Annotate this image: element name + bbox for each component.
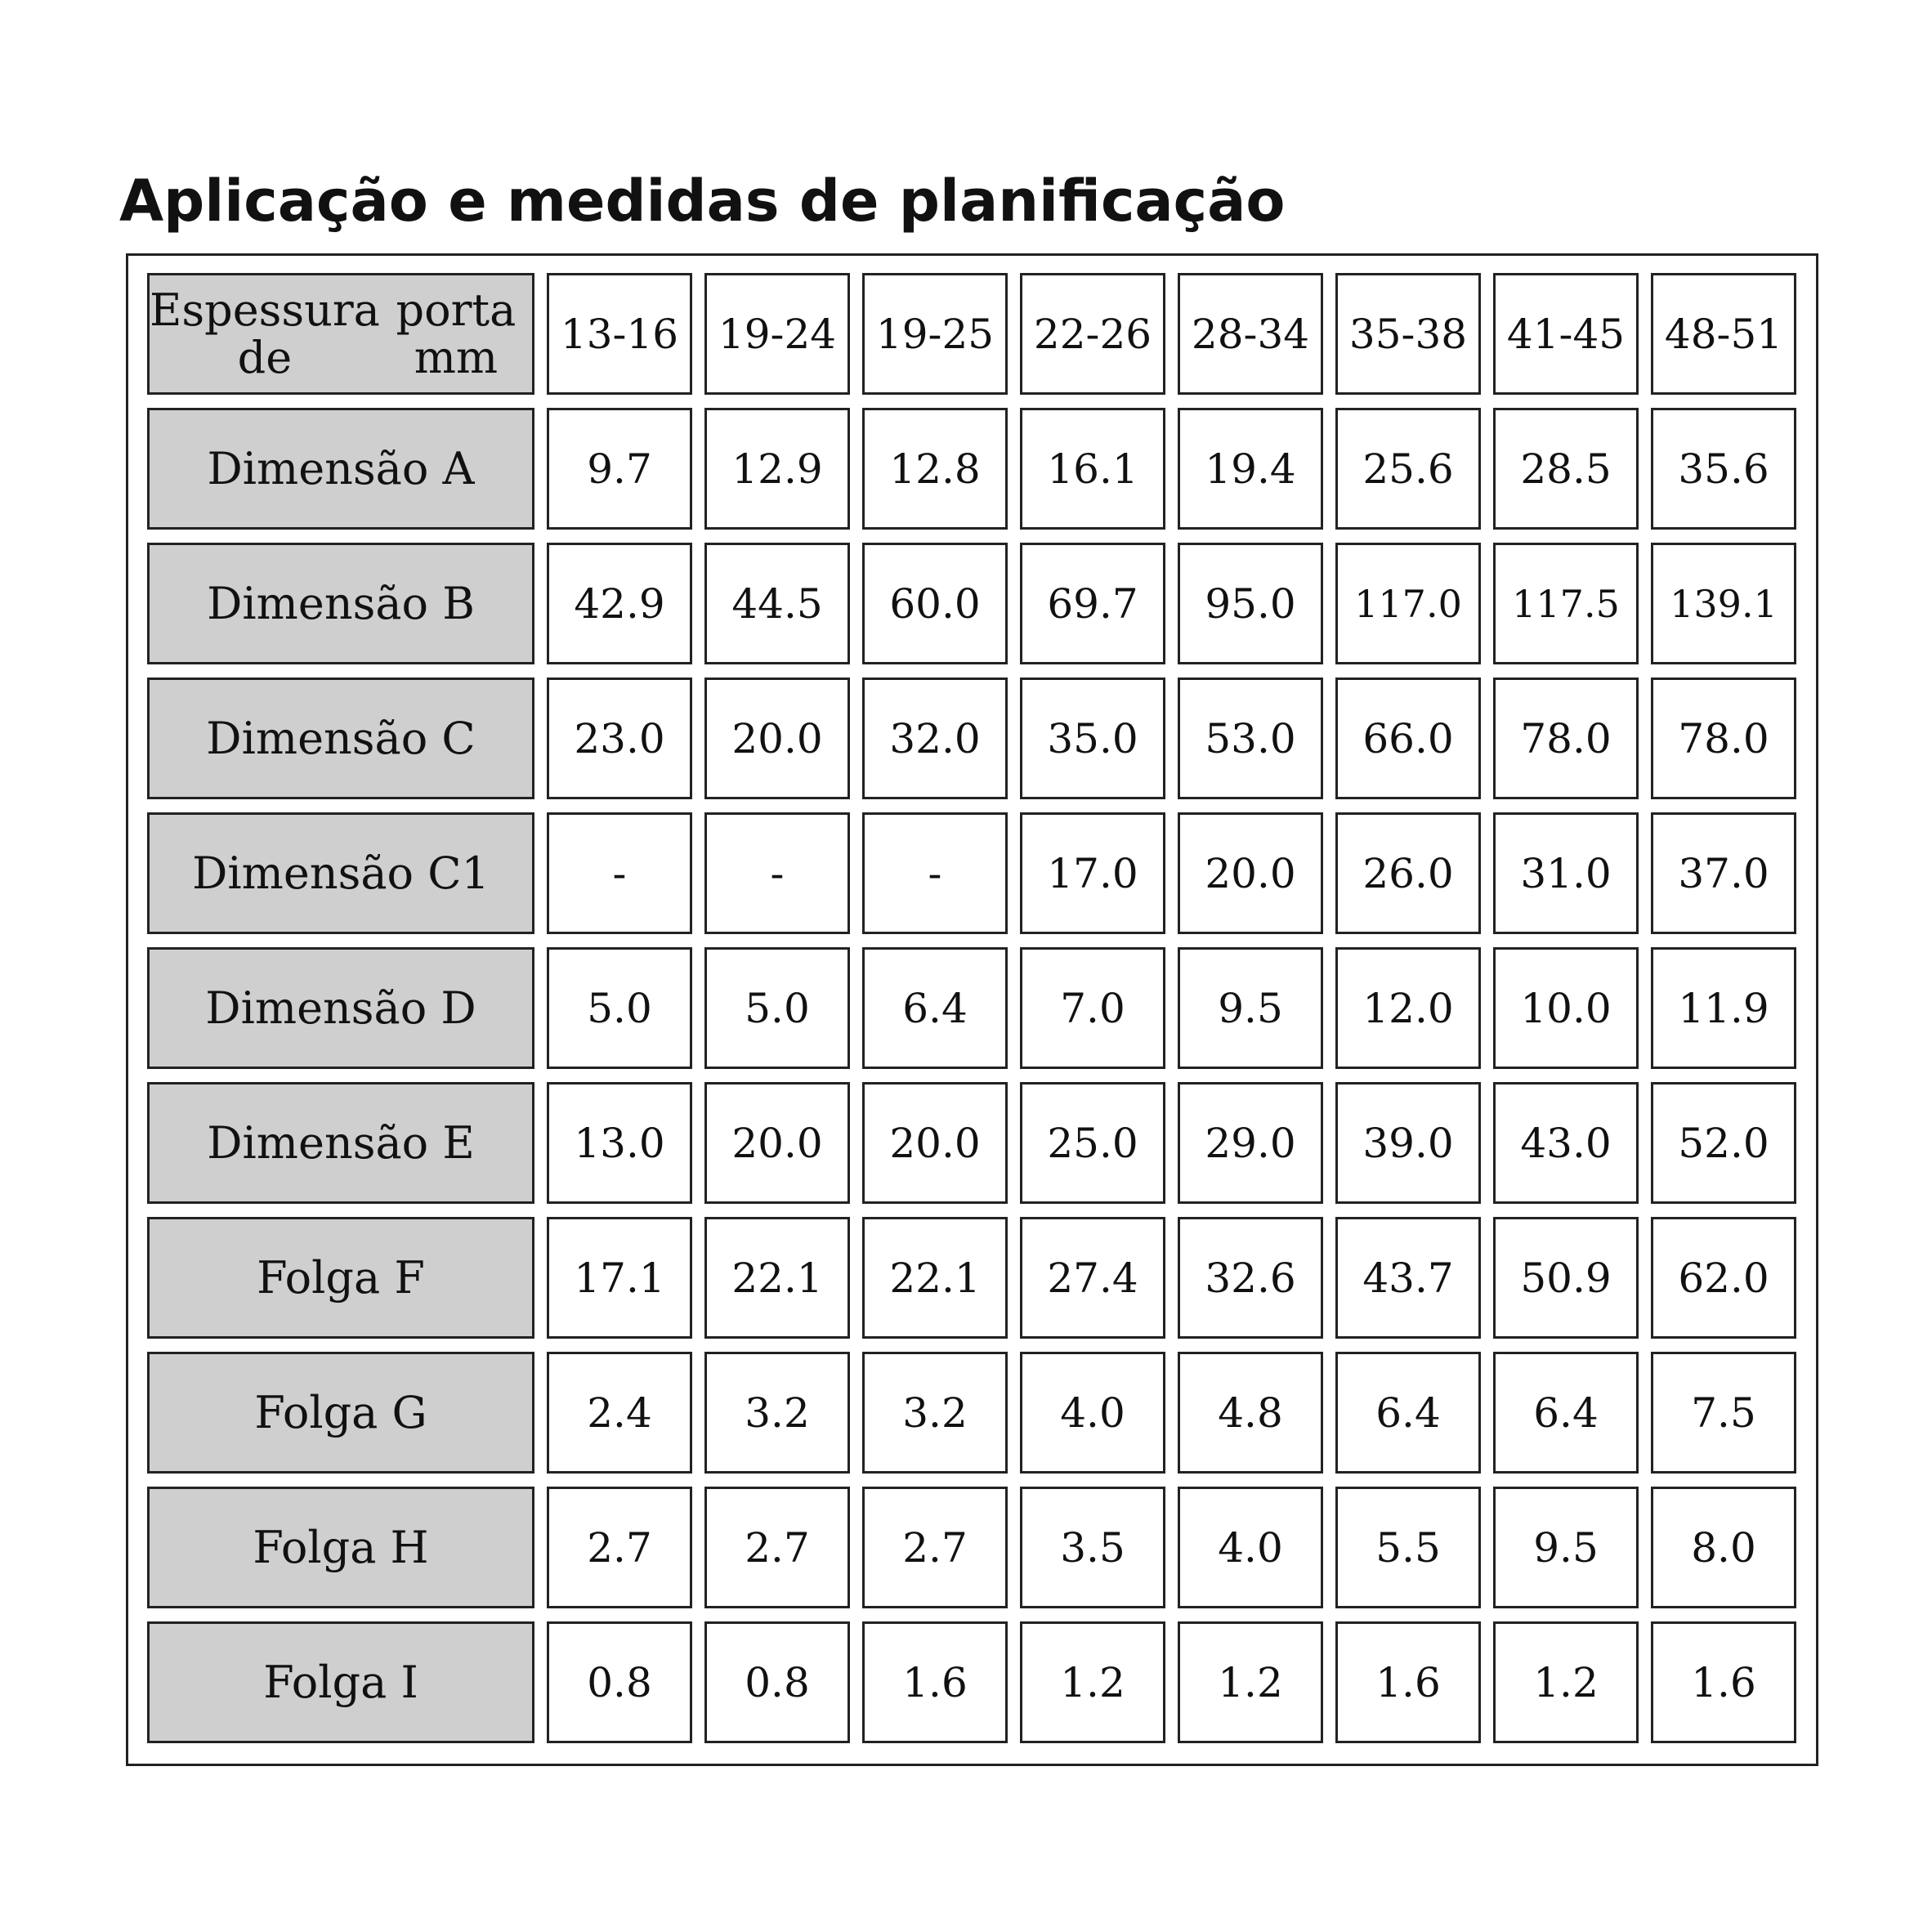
thickness-range-cell: 41-45 [1493, 273, 1639, 395]
value-cell: - [704, 812, 850, 934]
value-cell: 12.0 [1335, 947, 1481, 1069]
value-cell: 5.0 [547, 947, 692, 1069]
value-cell: 26.0 [1335, 812, 1481, 934]
row-label-cell: Dimensão E [147, 1082, 534, 1204]
value-cell: 2.7 [704, 1487, 850, 1608]
value-cell: 16.1 [1020, 408, 1165, 530]
value-cell: 60.0 [862, 543, 1008, 664]
value-cell: 3.2 [862, 1352, 1008, 1474]
value-cell: 22.1 [862, 1217, 1008, 1339]
value-cell: 4.0 [1178, 1487, 1323, 1608]
header-label-cell [147, 273, 534, 395]
value-cell: 1.2 [1020, 1621, 1165, 1743]
value-cell: 9.5 [1178, 947, 1323, 1069]
value-cell: 1.2 [1493, 1621, 1639, 1743]
row-label-cell: Folga G [147, 1352, 534, 1474]
value-cell: 12.9 [704, 408, 850, 530]
value-cell: 4.0 [1020, 1352, 1165, 1474]
thickness-range-cell: 13-16 [547, 273, 692, 395]
value-cell: 1.6 [1335, 1621, 1481, 1743]
value-cell: 23.0 [547, 678, 692, 799]
value-cell: 44.5 [704, 543, 850, 664]
value-cell: 39.0 [1335, 1082, 1481, 1204]
value-cell: 11.9 [1651, 947, 1796, 1069]
value-cell: 6.4 [862, 947, 1008, 1069]
thickness-range-cell: 35-38 [1335, 273, 1481, 395]
value-cell: 28.5 [1493, 408, 1639, 530]
value-cell: 5.0 [704, 947, 850, 1069]
value-cell: 0.8 [704, 1621, 850, 1743]
value-cell: 32.0 [862, 678, 1008, 799]
row-label-cell: Folga I [147, 1621, 534, 1743]
value-cell: 8.0 [1651, 1487, 1796, 1608]
value-cell: - [547, 812, 692, 934]
value-cell: 62.0 [1651, 1217, 1796, 1339]
value-cell: 78.0 [1651, 678, 1796, 799]
value-cell: 78.0 [1493, 678, 1639, 799]
value-cell: 7.5 [1651, 1352, 1796, 1474]
value-cell: 19.4 [1178, 408, 1323, 530]
value-cell: 17.0 [1020, 812, 1165, 934]
value-cell: 139.1 [1651, 543, 1796, 664]
value-cell: 43.7 [1335, 1217, 1481, 1339]
value-cell: 22.1 [704, 1217, 850, 1339]
value-cell: 6.4 [1335, 1352, 1481, 1474]
row-label-cell: Dimensão A [147, 408, 534, 530]
value-cell: 27.4 [1020, 1217, 1165, 1339]
row-label-cell: Dimensão B [147, 543, 534, 664]
value-cell: 3.5 [1020, 1487, 1165, 1608]
value-cell: 43.0 [1493, 1082, 1639, 1204]
thickness-range-cell: 19-24 [704, 273, 850, 395]
value-cell: 1.6 [862, 1621, 1008, 1743]
thickness-range-cell: 22-26 [1020, 273, 1165, 395]
dimensions-table [147, 273, 1796, 1743]
value-cell: 53.0 [1178, 678, 1323, 799]
value-cell: 50.9 [1493, 1217, 1639, 1339]
page-title: Aplicação e medidas de planificação [119, 168, 1286, 235]
value-cell: 25.0 [1020, 1082, 1165, 1204]
value-cell: 25.6 [1335, 408, 1481, 530]
value-cell: 35.0 [1020, 678, 1165, 799]
value-cell: 17.1 [547, 1217, 692, 1339]
value-cell: 2.4 [547, 1352, 692, 1474]
row-label-cell: Dimensão C1 [147, 812, 534, 934]
value-cell: 32.6 [1178, 1217, 1323, 1339]
value-cell: 66.0 [1335, 678, 1481, 799]
value-cell: 2.7 [862, 1487, 1008, 1608]
value-cell: 20.0 [862, 1082, 1008, 1204]
row-label-cell: Dimensão D [147, 947, 534, 1069]
value-cell: 1.6 [1651, 1621, 1796, 1743]
value-cell: 7.0 [1020, 947, 1165, 1069]
thickness-range-cell: 28-34 [1178, 273, 1323, 395]
row-label-cell: Dimensão C [147, 678, 534, 799]
value-cell: 20.0 [704, 678, 850, 799]
header-label-line2: porta mm [396, 284, 517, 383]
value-cell: 3.2 [704, 1352, 850, 1474]
value-cell: 9.7 [547, 408, 692, 530]
value-cell: 31.0 [1493, 812, 1639, 934]
header-label-line1: Espessura de [150, 284, 380, 383]
value-cell: 117.5 [1493, 543, 1639, 664]
row-label-cell: Folga F [147, 1217, 534, 1339]
value-cell: 13.0 [547, 1082, 692, 1204]
value-cell: 52.0 [1651, 1082, 1796, 1204]
value-cell: 20.0 [704, 1082, 850, 1204]
value-cell: 2.7 [547, 1487, 692, 1608]
value-cell: 29.0 [1178, 1082, 1323, 1204]
value-cell: 9.5 [1493, 1487, 1639, 1608]
value-cell: 4.8 [1178, 1352, 1323, 1474]
value-cell: 69.7 [1020, 543, 1165, 664]
value-cell: 117.0 [1335, 543, 1481, 664]
value-cell: 12.8 [862, 408, 1008, 530]
thickness-range-cell: 48-51 [1651, 273, 1796, 395]
value-cell: 95.0 [1178, 543, 1323, 664]
value-cell: 6.4 [1493, 1352, 1639, 1474]
value-cell: 42.9 [547, 543, 692, 664]
value-cell: 10.0 [1493, 947, 1639, 1069]
value-cell: 0.8 [547, 1621, 692, 1743]
value-cell: 35.6 [1651, 408, 1796, 530]
value-cell: 20.0 [1178, 812, 1323, 934]
row-label-cell: Folga H [147, 1487, 534, 1608]
value-cell: 5.5 [1335, 1487, 1481, 1608]
value-cell: - [862, 812, 1008, 934]
value-cell: 37.0 [1651, 812, 1796, 934]
thickness-range-cell: 19-25 [862, 273, 1008, 395]
value-cell: 1.2 [1178, 1621, 1323, 1743]
